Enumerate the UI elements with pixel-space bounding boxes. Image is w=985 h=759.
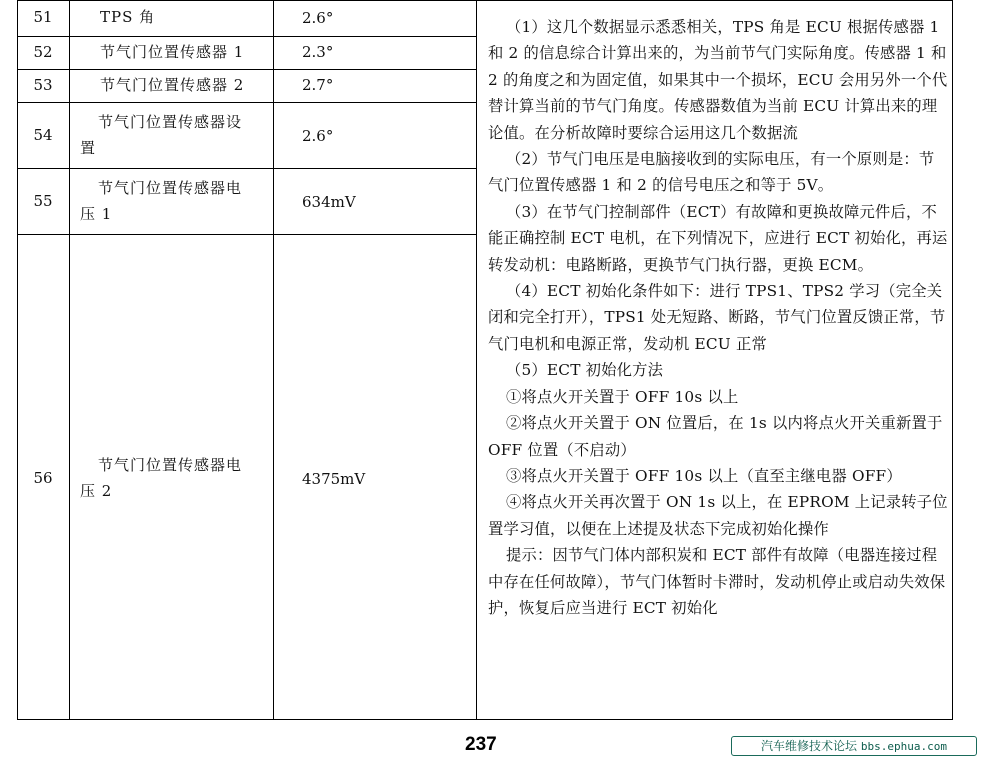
row-parameter-name-line2: 压 2 — [80, 482, 113, 500]
note-paragraph-3: （3）在节气门控制部件（ECT）有故障和更换故障元件后，不能正确控制 ECT 电机，在下列情况下，应进行 ECT 初始化，再运转发动机：电路断路，更换节气门执行器，更换 ECM。 — [488, 202, 948, 274]
row-line — [17, 0, 953, 1]
row-parameter-name-line2: 置 — [80, 139, 97, 157]
table-divider-num — [69, 0, 70, 720]
row-number: 51 — [33, 8, 53, 26]
row-number: 52 — [33, 43, 53, 61]
row-parameter-name — [80, 452, 270, 504]
page-number: 237 — [465, 734, 497, 755]
forum-watermark — [731, 736, 977, 756]
table-bottom-line — [17, 719, 953, 720]
note-step-1: ①将点火开关置于 OFF 10s 以上 — [506, 387, 739, 406]
row-parameter-name: TPS 角 — [100, 8, 156, 26]
row-line — [17, 102, 477, 103]
note-paragraph-2: （2）节气门电压是电脑接收到的实际电压，有一个原则是：节气门位置传感器 1 和 2 的信号电压之和等于 5V。 — [488, 150, 935, 195]
row-line — [17, 234, 477, 235]
note-paragraph-5: （5）ECT 初始化方法 — [506, 361, 664, 380]
row-number: 54 — [33, 126, 53, 144]
row-value: 634mV — [302, 193, 356, 211]
row-number: 55 — [33, 192, 53, 210]
row-value: 2.3° — [302, 43, 334, 61]
table-border-right — [952, 0, 953, 720]
row-parameter-name-line1: 节气门位置传感器设 — [98, 113, 243, 131]
row-parameter-name — [80, 175, 270, 227]
note-paragraph-1: （1）这几个数据显示悉悉相关，TPS 角是 ECU 根据传感器 1 和 2 的信息综合计算出来的，为当前节气门实际角度。传感器 1 和 2 的角度之和为固定值，如果其中一个损坏，ECU 会用另外一个代替计算当前的节气门角度。传感器数值为当前 ECU 计算出来的理论值。在分析故障时要综合运用这几个数据流 — [488, 18, 948, 142]
table-divider-name — [273, 0, 274, 720]
row-parameter-name: 节气门位置传感器 1 — [100, 43, 245, 61]
note-step-3: ③将点火开关置于 OFF 10s 以上（直至主继电器 OFF） — [506, 466, 902, 485]
row-value: 2.6° — [302, 127, 334, 145]
row-number: 53 — [33, 76, 53, 94]
table-divider-value — [476, 0, 477, 720]
note-step-4: ④将点火开关再次置于 ON 1s 以上，在 EPROM 上记录转子位置学习值，以便在上述提及状态下完成初始化操作 — [488, 493, 948, 538]
row-line — [17, 69, 477, 70]
row-line — [17, 36, 477, 37]
row-parameter-name-line1: 节气门位置传感器电 — [98, 179, 243, 197]
row-value: 2.7° — [302, 76, 334, 94]
row-parameter-name — [80, 109, 270, 161]
note-paragraph-4: （4）ECT 初始化条件如下：进行 TPS1、TPS2 学习（完全关闭和完全打开），TPS1 处无短路、断路，节气门位置反馈正常，节气门电机和电源正常，发动机 ECU 正常 — [488, 282, 946, 353]
note-tip: 提示：因节气门体内部积炭和 ECT 部件有故障（电器连接过程中存在任何故障），节气门体暂时卡滞时，发动机停止或启动失效保护，恢复后应当进行 ECT 初始化 — [488, 546, 946, 617]
watermark-url: bbs.ephua.com — [860, 740, 947, 753]
table-border-left — [17, 0, 18, 720]
row-line — [17, 168, 477, 169]
row-parameter-name-line2: 压 1 — [80, 205, 113, 223]
watermark-label: 汽车维修技术论坛 — [761, 739, 858, 753]
row-value: 2.6° — [302, 9, 334, 27]
row-parameter-name: 节气门位置传感器 2 — [100, 76, 245, 94]
row-parameter-name-line1: 节气门位置传感器电 — [98, 456, 243, 474]
row-number: 56 — [33, 469, 53, 487]
row-value: 4375mV — [302, 470, 366, 488]
notes-column — [488, 14, 948, 621]
note-step-2: ②将点火开关置于 ON 位置后，在 1s 以内将点火开关重新置于 OFF 位置（不启动） — [488, 414, 943, 459]
